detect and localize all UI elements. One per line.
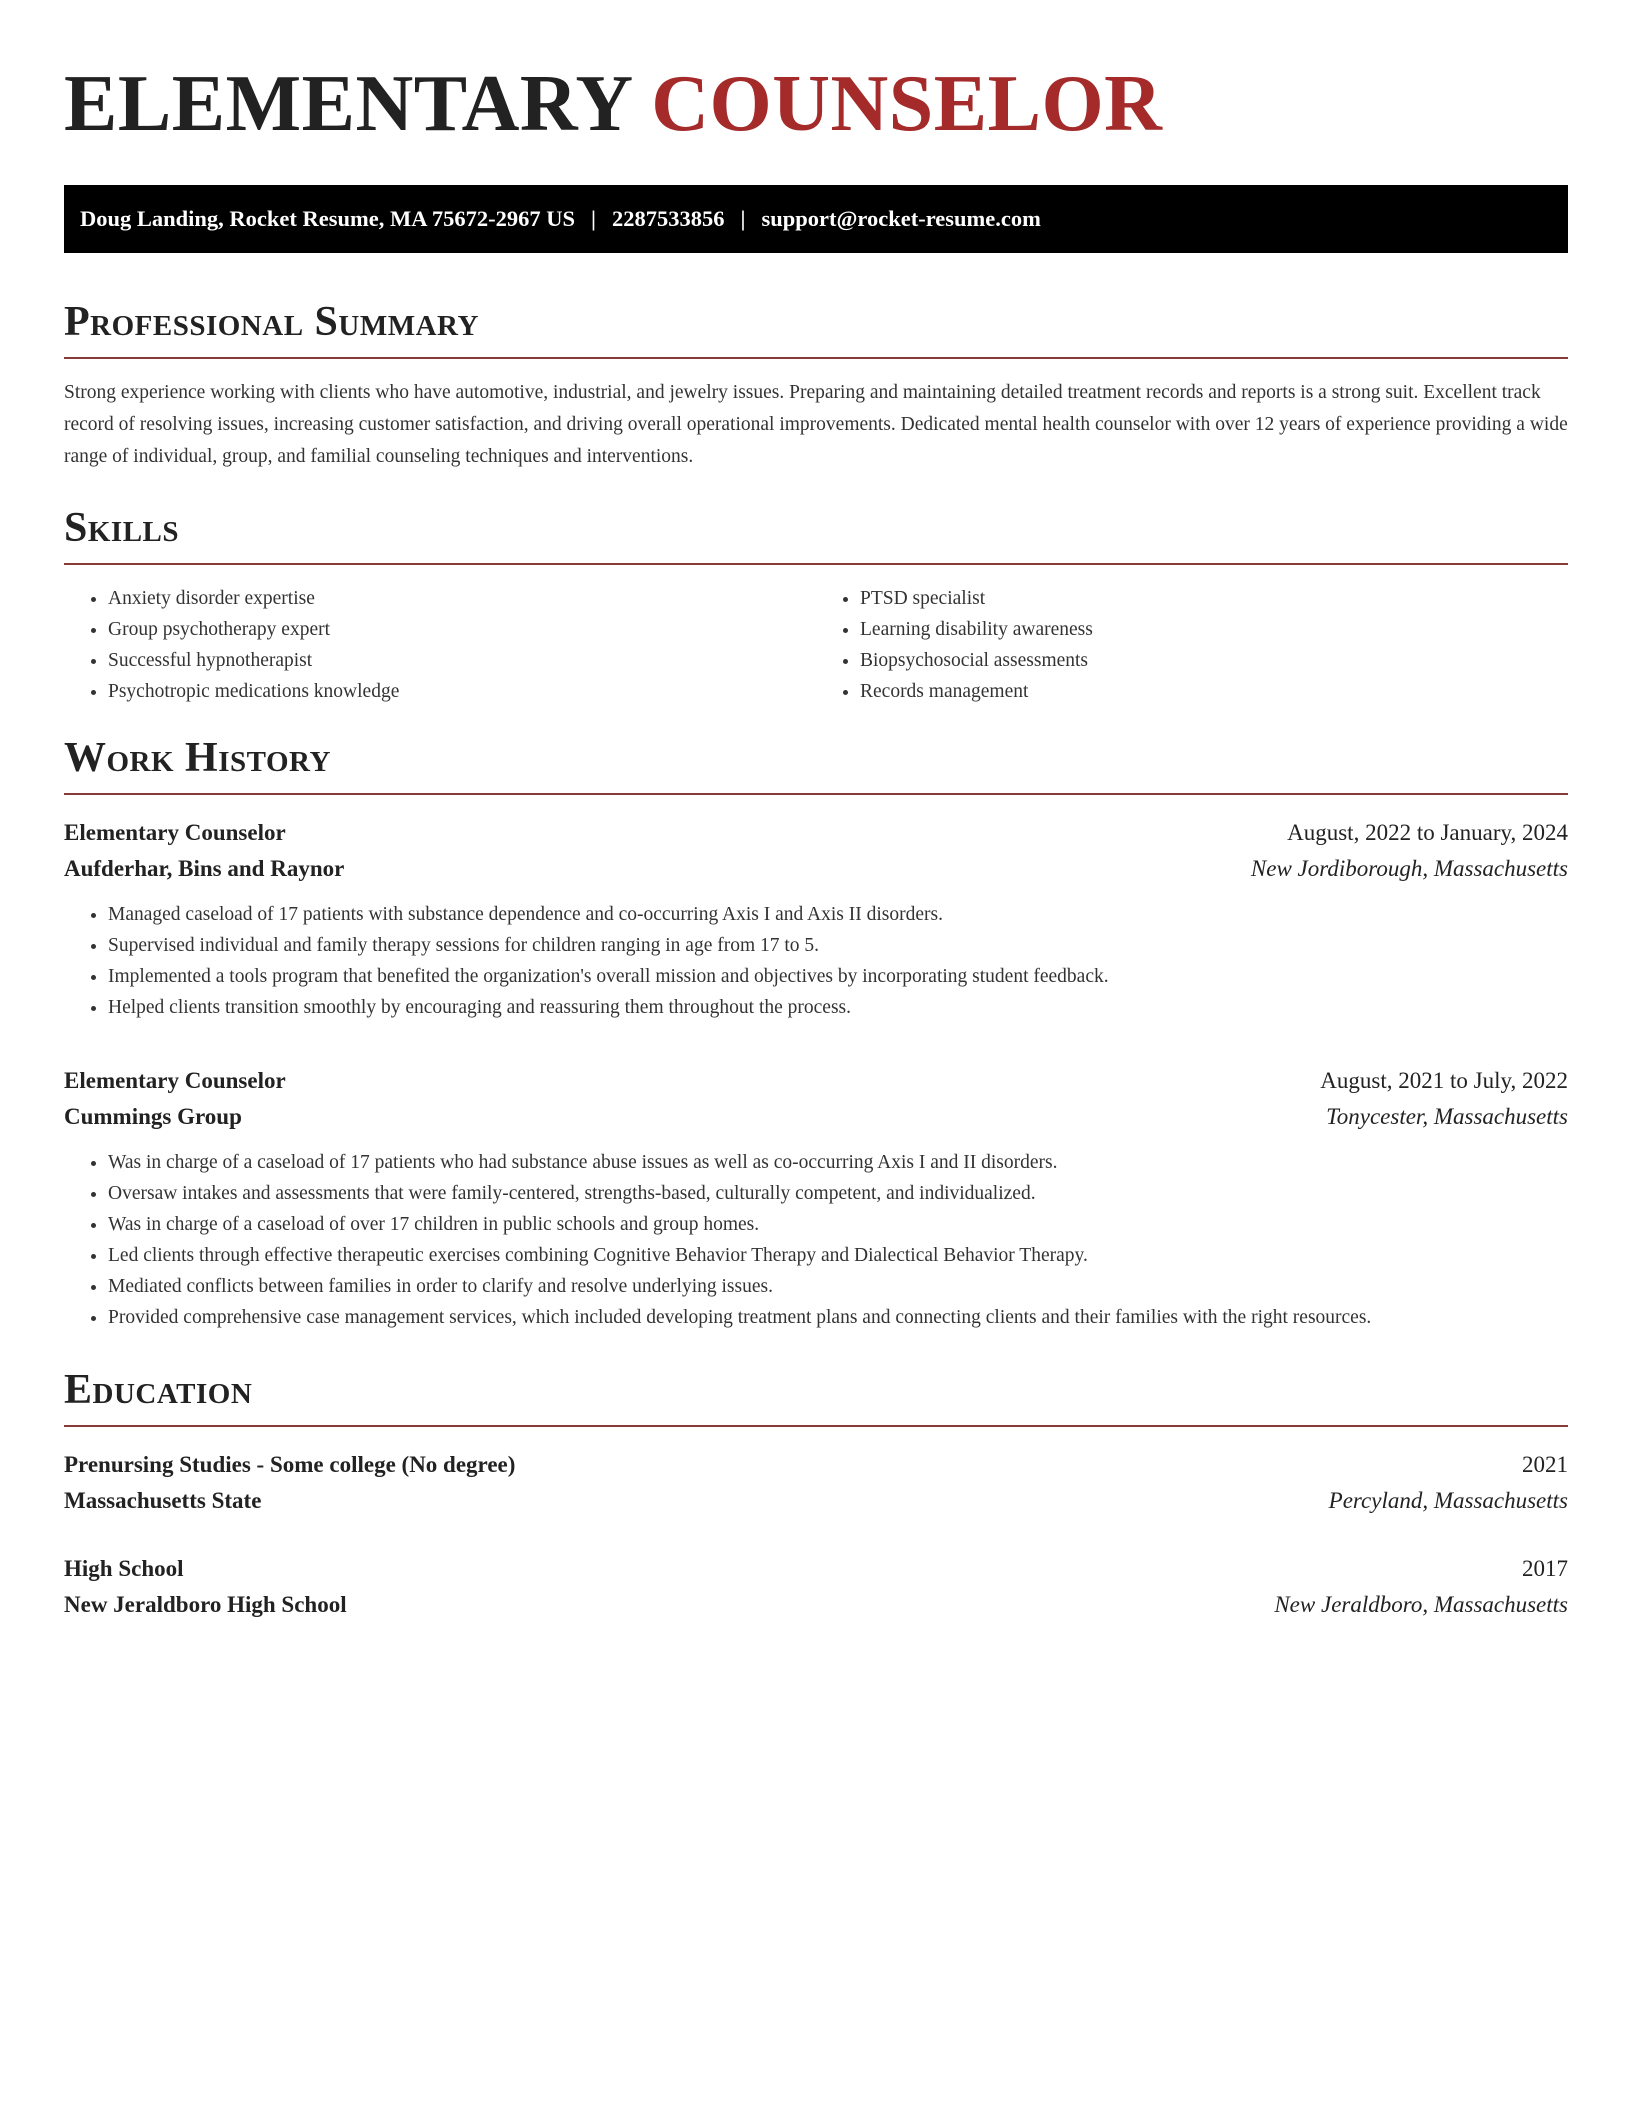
contact-phone: 2287533856 [612,206,725,231]
school-row [64,1483,1568,1519]
professional-summary-section [64,297,1568,473]
contact-address: Doug Landing, Rocket Resume, MA 75672-2967 US [80,206,576,231]
graduation-year: 2017 [1522,1556,1568,1581]
job-bullet: • Mediated conflicts between families in order to clarify and resolve underlying issues. [108,1271,1568,1302]
job-company-row [64,851,1568,887]
resume-title [64,56,1568,152]
job-bullet: • Supervised individual and family therapy sessions for children ranging in age from 17 to 5. [108,930,1568,961]
education-entry [64,1447,1568,1519]
job-dates: August, 2021 to July, 2022 [1320,1068,1568,1093]
skill-item: • PTSD specialist [860,583,1568,614]
job-bullet: • Was in charge of a caseload of over 17 children in public schools and group homes. [108,1209,1568,1240]
job-company: Cummings Group [64,1104,242,1129]
skill-item: • Group psychotherapy expert [108,614,816,645]
skills-list-right [816,583,1568,707]
skill-item: • Psychotropic medications knowledge [108,676,816,707]
job-bullet: • Provided comprehensive case management services, which included developing treatment plans and connecting clients and their families with the right resources. [108,1302,1568,1333]
section-heading-summary: Professional Summary [64,297,1568,359]
section-heading-work: Work History [64,733,1568,795]
contact-separator: | [740,206,746,231]
section-heading-education: Education [64,1365,1568,1427]
skills-grid [64,583,1568,707]
job-title-row [64,1063,1568,1099]
job-entry [64,815,1568,1023]
school-location: New Jeraldboro, Massachusetts [1274,1592,1568,1617]
job-bullets [64,1147,1568,1333]
degree: Prenursing Studies - Some college (No degree) [64,1452,516,1477]
education-section [64,1365,1568,1623]
job-location: New Jordiborough, Massachusetts [1250,856,1568,881]
skill-item: • Learning disability awareness [860,614,1568,645]
job-bullet: • Managed caseload of 17 patients with substance dependence and co-occurring Axis I and Axis II disorders. [108,899,1568,930]
contact-bar [64,185,1568,253]
job-bullet: • Was in charge of a caseload of 17 patients who had substance abuse issues as well as co-occurring Axis I and II disorders. [108,1147,1568,1178]
skill-item: • Successful hypnotherapist [108,645,816,676]
section-heading-skills: Skills [64,503,1568,565]
degree-row [64,1551,1568,1587]
job-title-row [64,815,1568,851]
skills-list-left [64,583,816,707]
job-bullet: • Led clients through effective therapeutic exercises combining Cognitive Behavior Therapy and Dialectical Behavior Therapy. [108,1240,1568,1271]
title-first-word: ELEMENTARY [64,60,631,148]
job-company-row [64,1099,1568,1135]
job-bullet: • Oversaw intakes and assessments that were family-centered, strengths-based, culturally competent, and individualized. [108,1178,1568,1209]
skill-item: • Biopsychosocial assessments [860,645,1568,676]
job-bullet: • Helped clients transition smoothly by encouraging and reassuring them throughout the process. [108,992,1568,1023]
school-row [64,1587,1568,1623]
degree-row [64,1447,1568,1483]
job-company: Aufderhar, Bins and Raynor [64,856,345,881]
work-history-section [64,733,1568,1333]
summary-text: Strong experience working with clients who have automotive, industrial, and jewelry issues. Preparing and maintaining detailed treatment records and reports is a strong suit. Excellent track record of resolving issues, increasing customer satisfaction, and driving overall operational improvements. Dedicated mental health counselor with over 12 years of experience providing a wide range of individual, group, and familial counseling techniques and interventions. [64,382,1568,467]
contact-email[interactable]: support@rocket-resume.com [761,206,1041,231]
skill-item: • Anxiety disorder expertise [108,583,816,614]
education-entry [64,1551,1568,1623]
school-location: Percyland, Massachusetts [1328,1488,1568,1513]
job-title: Elementary Counselor [64,1068,286,1093]
job-title: Elementary Counselor [64,820,286,845]
school-name: Massachusetts State [64,1488,262,1513]
job-location: Tonycester, Massachusetts [1326,1104,1568,1129]
job-bullets [64,899,1568,1023]
degree: High School [64,1556,184,1581]
job-dates: August, 2022 to January, 2024 [1287,820,1568,845]
skill-item: • Records management [860,676,1568,707]
job-bullet: • Implemented a tools program that benefited the organization's overall mission and objectives by incorporating student feedback. [108,961,1568,992]
job-entry [64,1063,1568,1333]
title-last-word: COUNSELOR [651,60,1163,148]
school-name: New Jeraldboro High School [64,1592,347,1617]
contact-separator: | [591,206,596,231]
skills-section [64,503,1568,707]
graduation-year: 2021 [1522,1452,1568,1477]
